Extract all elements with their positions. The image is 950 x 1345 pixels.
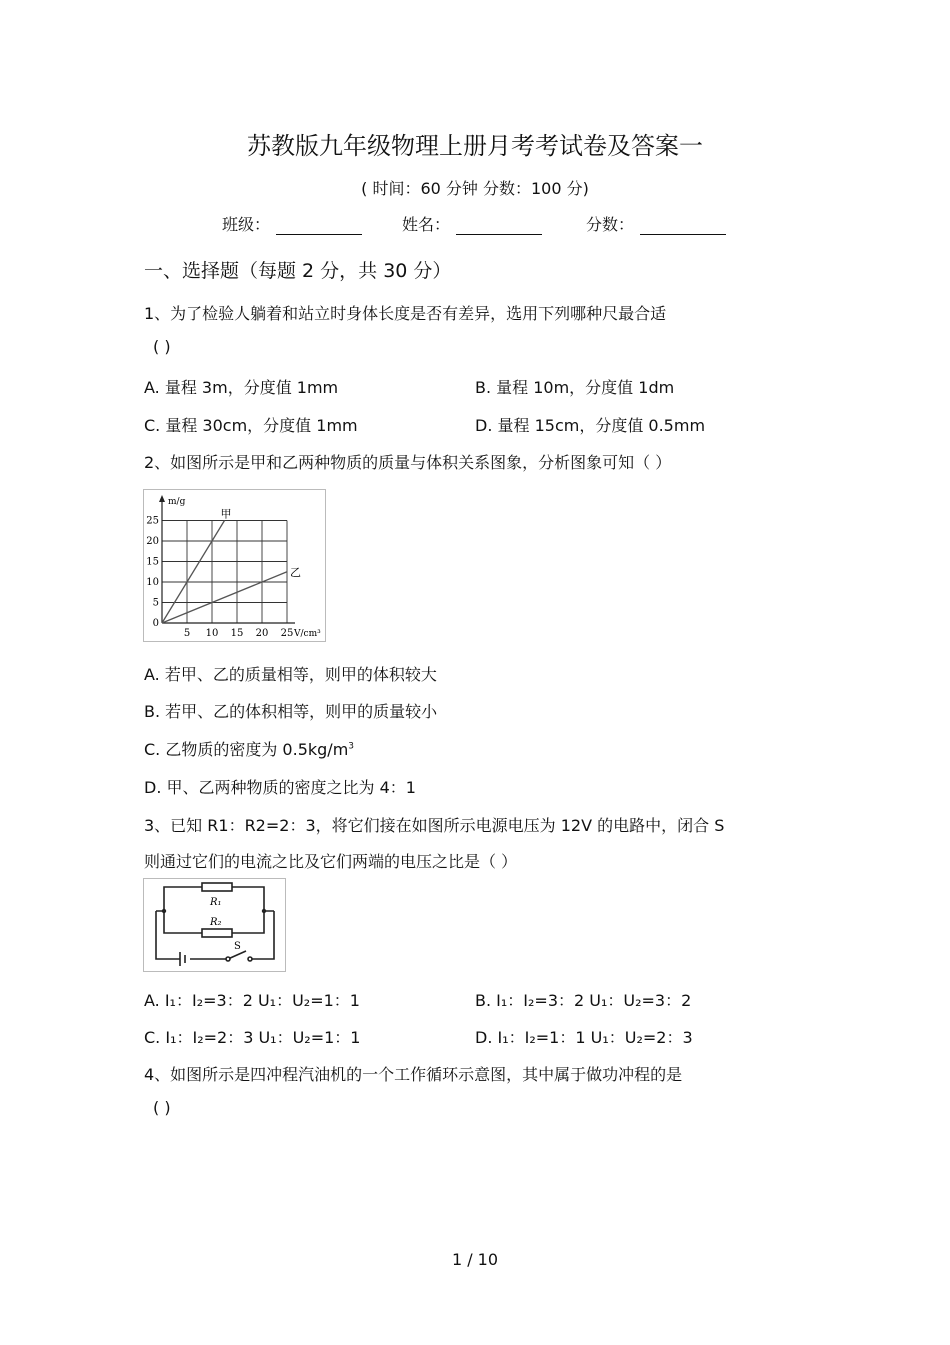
x-tick-label: 25 xyxy=(280,628,294,639)
q2-option-a: A. 若甲、乙的质量相等，则甲的体积较大 xyxy=(144,665,437,684)
score-field xyxy=(586,212,726,235)
class-blank xyxy=(276,216,362,235)
exam-subtitle: ( 时间：60 分钟 分数：100 分) xyxy=(361,179,589,198)
series-line-1 xyxy=(162,572,287,623)
q4-stem: 4、如图所示是四冲程汽油机的一个工作循环示意图，其中属于做功冲程的是 xyxy=(144,1065,683,1084)
q2-option-b: B. 若甲、乙的体积相等，则甲的质量较小 xyxy=(144,702,438,721)
chart-svg xyxy=(144,490,325,641)
y-axis-label: m/g xyxy=(168,497,186,507)
q1-stem: 1、为了检验人躺着和站立时身体长度是否有差异，选用下列哪种尺最合适 xyxy=(144,304,667,323)
q3-option-b: B. I₁：I₂=3：2 U₁：U₂=3：2 xyxy=(475,991,692,1010)
section-heading: 一、选择题（每题 2 分，共 30 分） xyxy=(144,260,452,282)
chart-labels xyxy=(146,497,321,639)
q3-stem: 3、已知 R1：R2=2：3，将它们接在如图所示电源电压为 12V 的电路中，闭合 S xyxy=(144,816,725,835)
y-tick-label: 20 xyxy=(146,536,159,547)
exam-title: 苏教版九年级物理上册月考考试卷及答案一 xyxy=(247,132,703,160)
name-field xyxy=(402,212,542,235)
q2-stem: 2、如图所示是甲和乙两种物质的质量与体积关系图象，分析图象可知（ ） xyxy=(144,453,672,472)
name-label: 姓名： xyxy=(402,215,451,234)
x-tick-label: 15 xyxy=(230,628,244,639)
q1-option-b: B. 量程 10m，分度值 1dm xyxy=(475,378,675,397)
q1-option-c: C. 量程 30cm，分度值 1mm xyxy=(144,416,358,435)
series-line-0 xyxy=(162,521,225,624)
circuit-svg xyxy=(144,879,285,971)
name-blank xyxy=(456,216,542,235)
x-axis-label: V/cm³ xyxy=(294,629,321,639)
q3-option-d: D. I₁：I₂=1：1 U₁：U₂=2：3 xyxy=(475,1028,693,1047)
x-tick-label: 5 xyxy=(183,628,191,639)
q2-option-c-sup: 3 xyxy=(348,741,355,752)
score-blank xyxy=(640,216,726,235)
q2-option-c xyxy=(144,737,354,760)
chart-grid xyxy=(162,521,287,624)
class-field xyxy=(222,212,362,235)
q3-option-a: A. I₁：I₂=3：2 U₁：U₂=1：1 xyxy=(144,991,360,1010)
x-tick-label: 20 xyxy=(255,628,269,639)
series-label-1: 乙 xyxy=(290,565,301,579)
q3-option-c: C. I₁：I₂=2：3 U₁：U₂=1：1 xyxy=(144,1028,361,1047)
y-axis-arrow xyxy=(159,495,165,502)
class-label: 班级： xyxy=(222,215,271,234)
q1-option-a: A. 量程 3m，分度值 1mm xyxy=(144,378,339,397)
circuit-diagram xyxy=(143,878,286,972)
q1-option-d: D. 量程 15cm，分度值 0.5mm xyxy=(475,416,706,435)
switch-label: S xyxy=(234,941,241,952)
q1-paren: ( ) xyxy=(153,337,171,356)
q2-option-d: D. 甲、乙两种物质的密度之比为 4：1 xyxy=(144,778,416,797)
page-number: 1 / 10 xyxy=(451,1250,499,1269)
mass-volume-chart xyxy=(143,489,326,642)
chart-lines xyxy=(162,521,287,624)
score-label: 分数： xyxy=(586,215,635,234)
y-tick-label: 25 xyxy=(146,515,159,527)
y-tick-label: 0 xyxy=(152,618,159,629)
y-tick-label: 5 xyxy=(152,597,159,609)
y-tick-label: 15 xyxy=(146,556,159,568)
q4-paren: ( ) xyxy=(153,1098,171,1117)
q3-stem-cont: 则通过它们的电流之比及它们两端的电压之比是（ ） xyxy=(144,852,518,871)
x-tick-label: 10 xyxy=(205,628,219,639)
y-tick-label: 10 xyxy=(146,577,159,588)
r2-label: R₂ xyxy=(210,917,222,928)
r1-label: R₁ xyxy=(210,897,222,908)
series-label-0: 甲 xyxy=(220,507,232,521)
q2-option-c-text: C. 乙物质的密度为 0.5kg/m xyxy=(144,740,349,759)
